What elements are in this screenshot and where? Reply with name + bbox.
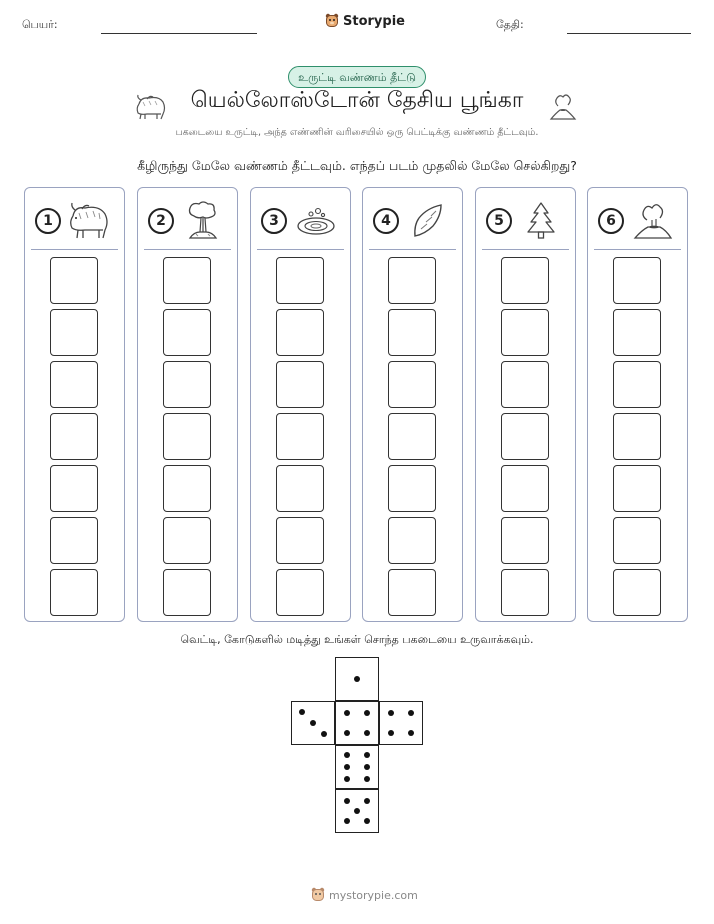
storypie-logo-icon <box>325 13 339 29</box>
color-box[interactable] <box>276 257 324 304</box>
date-label: தேதி: <box>496 18 524 31</box>
color-box[interactable] <box>163 569 211 616</box>
pip <box>321 731 327 737</box>
die-face-4 <box>335 701 379 745</box>
color-box[interactable] <box>276 413 324 460</box>
pip <box>344 798 350 804</box>
pine-tree-icon <box>520 200 562 242</box>
color-box[interactable] <box>613 569 661 616</box>
pip <box>364 730 370 736</box>
pip <box>344 764 350 770</box>
pip <box>354 676 360 682</box>
pip <box>364 764 370 770</box>
column-2 <box>137 187 238 622</box>
pip <box>364 818 370 824</box>
color-box[interactable] <box>613 309 661 356</box>
color-box[interactable] <box>163 517 211 564</box>
color-box[interactable] <box>388 413 436 460</box>
color-box[interactable] <box>50 465 98 512</box>
column-divider <box>257 249 344 250</box>
color-box[interactable] <box>163 309 211 356</box>
column-divider <box>594 249 681 250</box>
activity-badge: உருட்டி வண்ணம் தீட்டு <box>288 66 426 88</box>
pip <box>388 730 394 736</box>
color-box[interactable] <box>276 517 324 564</box>
pip <box>388 710 394 716</box>
pip <box>364 798 370 804</box>
color-box[interactable] <box>163 257 211 304</box>
color-box[interactable] <box>50 569 98 616</box>
column-5 <box>475 187 576 622</box>
dice-instructions: வெட்டி, கோடுகளில் மடித்து உங்கள் சொந்த பகடையை உருவாக்கவும். <box>180 633 534 646</box>
pip <box>408 710 414 716</box>
pip <box>364 752 370 758</box>
pip <box>408 730 414 736</box>
arrowhead-icon <box>407 200 449 242</box>
column-number: 6 <box>598 208 624 234</box>
die-face-4b <box>379 701 423 745</box>
column-divider <box>369 249 456 250</box>
color-box[interactable] <box>501 465 549 512</box>
storypie-logo-icon <box>311 887 325 903</box>
column-6 <box>587 187 688 622</box>
column-number: 4 <box>373 208 399 234</box>
pip <box>344 710 350 716</box>
color-box[interactable] <box>50 309 98 356</box>
footer <box>311 887 418 903</box>
color-box[interactable] <box>501 257 549 304</box>
page-title: யெல்லோஸ்டோன் தேசிய பூங்கா <box>190 88 524 113</box>
die-face-5 <box>335 789 379 833</box>
color-box[interactable] <box>50 413 98 460</box>
footer-url[interactable]: mystorypie.com <box>329 888 418 902</box>
color-box[interactable] <box>50 517 98 564</box>
column-number: 5 <box>486 208 512 234</box>
column-3 <box>250 187 351 622</box>
color-box[interactable] <box>276 569 324 616</box>
color-box[interactable] <box>388 569 436 616</box>
color-box[interactable] <box>613 517 661 564</box>
color-box[interactable] <box>501 361 549 408</box>
color-box[interactable] <box>276 361 324 408</box>
column-divider <box>144 249 231 250</box>
color-box[interactable] <box>501 413 549 460</box>
date-line[interactable] <box>567 33 691 34</box>
color-box[interactable] <box>163 413 211 460</box>
color-box[interactable] <box>163 465 211 512</box>
question-text: கீழிருந்து மேலே வண்ணம் தீட்டவும். எந்தப் படம் முதலில் மேலே செல்கிறது? <box>137 158 577 173</box>
color-box[interactable] <box>501 517 549 564</box>
pip <box>364 776 370 782</box>
bison-icon <box>69 200 111 242</box>
brand-logo <box>325 13 405 29</box>
column-number: 3 <box>261 208 287 234</box>
color-box[interactable] <box>50 361 98 408</box>
pip <box>310 720 316 726</box>
pip <box>344 730 350 736</box>
volcano-title-icon <box>548 92 578 122</box>
color-box[interactable] <box>388 465 436 512</box>
instructions-subtitle: பகடையை உருட்டி, அந்த எண்ணின் வரிசையில் ஒரு பெட்டிக்கு வண்ணம் தீட்டவும். <box>175 127 539 138</box>
die-face-3 <box>291 701 335 745</box>
pip <box>299 709 305 715</box>
color-box[interactable] <box>388 361 436 408</box>
color-box[interactable] <box>388 517 436 564</box>
color-box[interactable] <box>163 361 211 408</box>
color-box[interactable] <box>50 257 98 304</box>
color-box[interactable] <box>276 309 324 356</box>
column-divider <box>482 249 569 250</box>
color-box[interactable] <box>613 257 661 304</box>
brand-name: Storypie <box>343 13 405 29</box>
pip <box>354 808 360 814</box>
column-number: 2 <box>148 208 174 234</box>
pip <box>344 776 350 782</box>
column-4 <box>362 187 463 622</box>
color-box[interactable] <box>501 309 549 356</box>
name-line[interactable] <box>101 33 257 34</box>
color-box[interactable] <box>276 465 324 512</box>
color-box[interactable] <box>613 465 661 512</box>
die-face-6 <box>335 745 379 789</box>
pip <box>344 818 350 824</box>
name-label: பெயர்: <box>22 18 58 31</box>
color-box[interactable] <box>388 309 436 356</box>
column-number: 1 <box>35 208 61 234</box>
color-box[interactable] <box>501 569 549 616</box>
die-face-1 <box>335 657 379 701</box>
color-box[interactable] <box>388 257 436 304</box>
color-box[interactable] <box>613 361 661 408</box>
geyser-icon <box>182 200 224 242</box>
color-box[interactable] <box>613 413 661 460</box>
pip <box>364 710 370 716</box>
pip <box>344 752 350 758</box>
column-divider <box>31 249 118 250</box>
column-1 <box>24 187 125 622</box>
hot-spring-icon <box>295 200 337 242</box>
volcano-icon <box>632 200 674 242</box>
